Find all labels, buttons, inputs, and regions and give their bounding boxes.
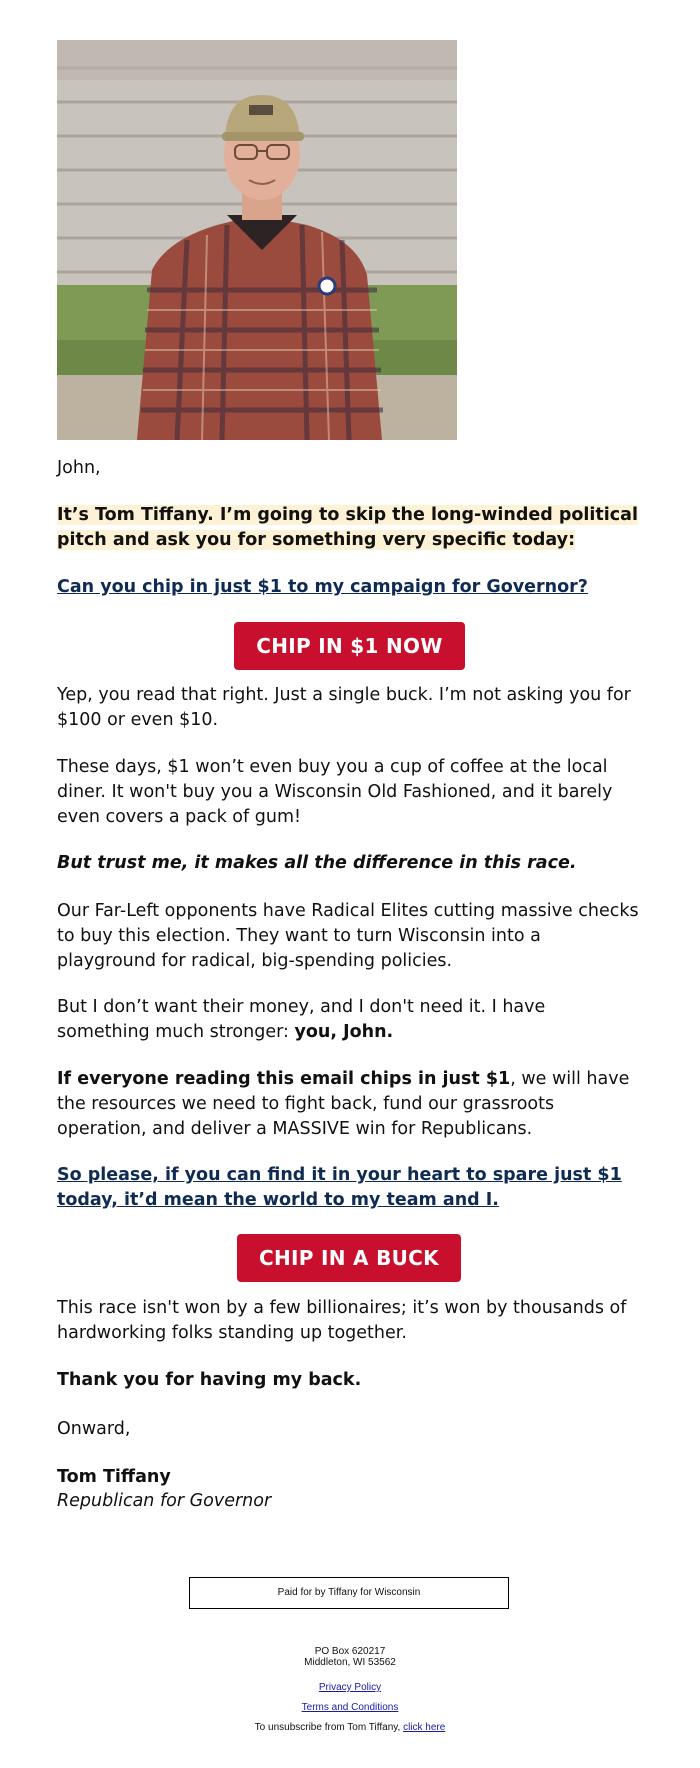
ask-paragraph — [57, 575, 643, 600]
please-link[interactable]: So please, if you can find it in your heart to spare just $1 today, it’d mean the world to my team and I. — [57, 1165, 622, 1210]
para-stronger-text: But I don’t want their money, and I don't need it. I have something much stronger: — [57, 997, 546, 1042]
ask-link[interactable]: Can you chip in just $1 to my campaign for Governor? — [57, 577, 588, 597]
privacy-row — [0, 1682, 700, 1693]
intro-highlight-text: It’s Tom Tiffany. I’m going to skip the long-winded political pitch and ask you for something very specific today: — [57, 505, 638, 550]
unsubscribe-row — [0, 1722, 700, 1733]
chip-in-1-button[interactable]: CHIP IN $1 NOW — [234, 622, 465, 670]
para-everyone-bold: If everyone reading this email chips in just $1 — [57, 1069, 511, 1089]
address-line1: PO Box 620217 — [314, 1646, 386, 1657]
para-race: This race isn't won by a few billionaires; it’s won by thousands of hardworking folks standing up together. — [57, 1298, 627, 1343]
signature-title: Republican for Governor — [57, 1491, 272, 1511]
para-opponents: Our Far-Left opponents have Radical Elites cutting massive checks to buy this election. They want to turn Wisconsin into a playground for radical, big-spending policies. — [57, 901, 639, 971]
para-stronger — [57, 995, 643, 1045]
paid-for-text: Paid for by Tiffany for Wisconsin — [277, 1587, 421, 1598]
unsubscribe-link[interactable]: click here — [403, 1722, 446, 1733]
signoff: Onward, — [57, 1419, 131, 1439]
signature-name: Tom Tiffany — [57, 1467, 171, 1487]
chip-in-buck-button[interactable]: CHIP IN A BUCK — [237, 1234, 461, 1282]
para-stronger-bold: you, John. — [294, 1022, 394, 1042]
para-thanks: Thank you for having my back. — [57, 1370, 362, 1390]
para-trust-me: But trust me, it makes all the difference in this race. — [57, 853, 577, 873]
terms-row — [0, 1702, 700, 1713]
para-everyone-text: , we will have the resources we need to fight back, fund our grassroots operation, and deliver a MASSIVE win for Republicans. — [57, 1069, 630, 1139]
para-please — [57, 1163, 643, 1213]
para-everyone — [57, 1067, 643, 1142]
para-single-buck: Yep, you read that right. Just a single buck. I’m not asking you for $100 or even $10. — [57, 685, 631, 730]
intro-highlight — [57, 503, 643, 553]
paid-for-box — [189, 1577, 509, 1609]
candidate-photo — [57, 40, 457, 440]
para-coffee: These days, $1 won’t even buy you a cup of coffee at the local diner. It won't buy you a Wisconsin Old Fashioned, and it barely even covers a pack of gum! — [57, 757, 613, 827]
greeting: John, — [57, 458, 101, 478]
unsubscribe-text: To unsubscribe from Tom Tiffany, — [254, 1722, 404, 1733]
privacy-link[interactable]: Privacy Policy — [318, 1682, 382, 1693]
address-line2: Middleton, WI 53562 — [304, 1657, 396, 1668]
terms-link[interactable]: Terms and Conditions — [301, 1702, 399, 1713]
